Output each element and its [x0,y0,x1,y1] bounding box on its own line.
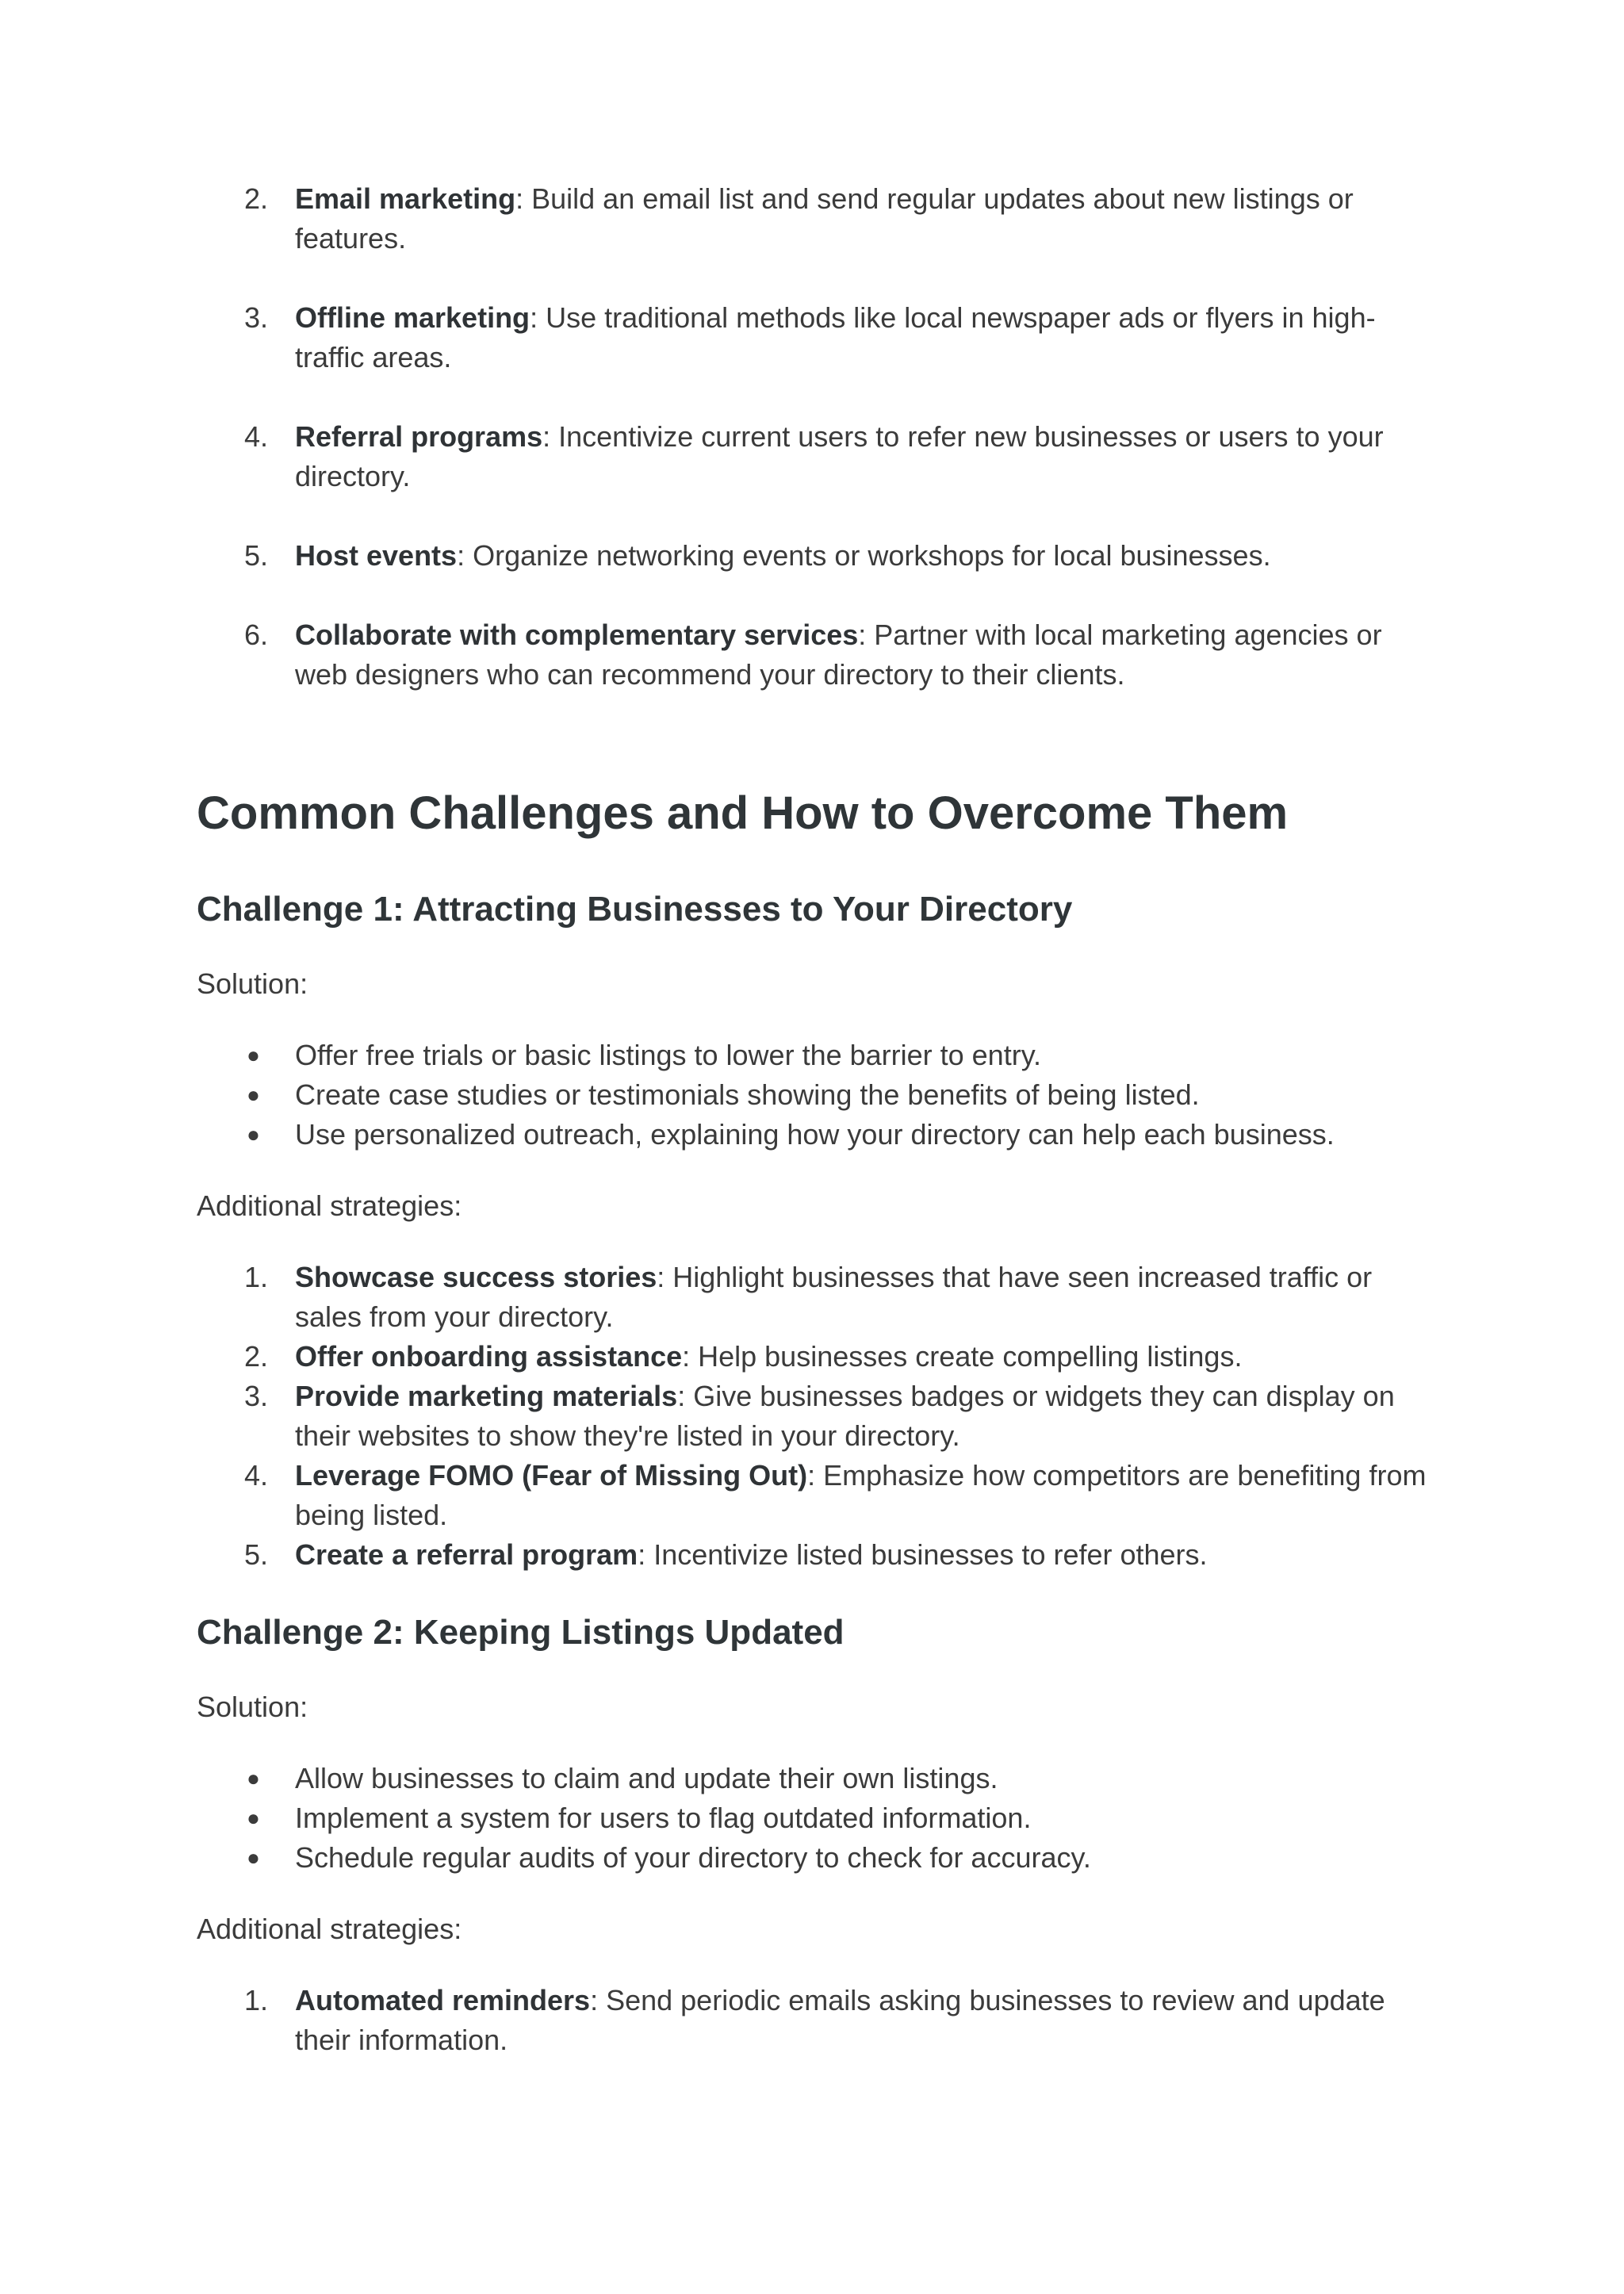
list-item [197,1075,1434,1115]
list-item-text: : Send periodic emails asking businesses to review and update their information. [295,1984,1385,2056]
list-item [197,179,1434,259]
list-number: 1. [244,1261,269,1293]
bullet-icon: ● [247,1082,260,1107]
list-item [197,298,1434,377]
challenge-1-heading: Challenge 1: Attracting Businesses to Your Directory [197,890,1073,929]
bullet-icon: ● [247,1845,260,1870]
challenge-1-solution-list [197,1036,1434,1155]
challenge-1-strategies-list [197,1258,1434,1575]
list-item [197,615,1434,695]
bullet-icon: ● [247,1043,260,1067]
challenge-2-solution-list [197,1759,1434,1878]
challenge-2-additional-label: Additional strategies: [197,1913,462,1945]
bullet-icon: ● [247,1122,260,1147]
list-item [197,536,1434,576]
section-heading: Common Challenges and How to Overcome Them [197,787,1289,839]
list-item-text: : Highlight businesses that have seen increased traffic or sales from your directory. [295,1261,1373,1333]
list-item-text: : Partner with local marketing agencies or web designers who can recommend your directory to their clients. [295,618,1382,691]
list-item-term: Automated reminders [295,1984,591,2016]
list-item-term: Leverage FOMO (Fear of Missing Out) [295,1459,808,1492]
list-item-term: Offer onboarding assistance [295,1340,683,1373]
list-item [197,1759,1434,1798]
document-content [197,179,1434,2060]
list-item [197,1258,1434,1337]
list-item [197,417,1434,496]
list-item-text: Use personalized outreach, explaining how your directory can help each business. [295,1118,1335,1151]
bullet-icon: ● [247,1806,260,1830]
list-item-term: Collaborate with complementary services [295,618,859,651]
list-item-term: Create a referral program [295,1538,638,1571]
list-item [197,1798,1434,1838]
list-item-text: : Incentivize current users to refer new businesses or users to your directory. [295,420,1384,492]
list-item [197,1337,1434,1377]
list-item-text: Create case studies or testimonials showing the benefits of being listed. [295,1078,1200,1111]
list-number: 3. [244,301,269,334]
list-item-text: : Emphasize how competitors are benefiting from being listed. [295,1459,1427,1531]
list-item [197,1535,1434,1575]
list-item-text: Schedule regular audits of your directory to check for accuracy. [295,1841,1091,1874]
list-item-term: Referral programs [295,420,543,453]
list-number: 4. [244,420,269,453]
list-number: 1. [244,1984,269,2016]
challenge-2-heading: Challenge 2: Keeping Listings Updated [197,1613,845,1652]
challenge-1-additional-label: Additional strategies: [197,1189,462,1222]
list-item-text: : Incentivize listed businesses to refer others. [638,1538,1208,1571]
list-item-term: Provide marketing materials [295,1380,678,1412]
list-number: 4. [244,1459,269,1492]
challenge-2-strategies-list [197,1981,1434,2060]
list-number: 5. [244,539,269,572]
list-number: 2. [244,182,269,215]
marketing-strategies-list [197,179,1434,695]
list-item [197,1377,1434,1456]
list-item [197,1981,1434,2060]
list-item [197,1115,1434,1155]
list-item-text: Offer free trials or basic listings to lower the barrier to entry. [295,1039,1042,1071]
list-number: 6. [244,618,269,651]
list-item-text: Allow businesses to claim and update their own listings. [295,1762,998,1794]
list-number: 3. [244,1380,269,1412]
list-item-text: : Give businesses badges or widgets they can display on their websites to show they're listed in your directory. [295,1380,1395,1452]
list-item [197,1838,1434,1878]
list-item-text: Implement a system for users to flag outdated information. [295,1802,1032,1834]
list-item-term: Showcase success stories [295,1261,657,1293]
challenge-1-solution-label: Solution: [197,967,308,1000]
list-item [197,1456,1434,1535]
list-item-text: : Use traditional methods like local newspaper ads or flyers in high-traffic areas. [295,301,1376,373]
list-number: 5. [244,1538,269,1571]
list-item-term: Offline marketing [295,301,530,334]
list-item-term: Email marketing [295,182,516,215]
list-number: 2. [244,1340,269,1373]
challenge-2-solution-label: Solution: [197,1691,308,1723]
list-item-text: : Help businesses create compelling listings. [682,1340,1243,1373]
list-item [197,1036,1434,1075]
list-item-text: : Organize networking events or workshops for local businesses. [457,539,1271,572]
list-item-term: Host events [295,539,458,572]
bullet-icon: ● [247,1766,260,1790]
list-item-text: : Build an email list and send regular updates about new listings or features. [295,182,1354,255]
